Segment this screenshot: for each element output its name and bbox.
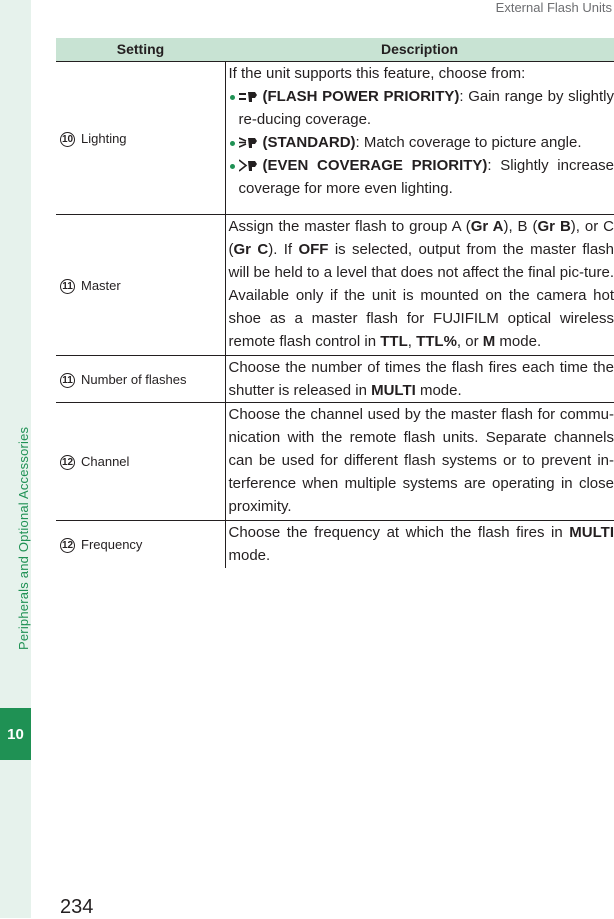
multi-label: MULTI bbox=[371, 382, 416, 399]
header-setting: Setting bbox=[56, 38, 225, 62]
chapter-sidebar bbox=[0, 0, 31, 918]
table-row bbox=[56, 356, 614, 403]
page-number: 234 bbox=[60, 896, 93, 919]
m-label: M bbox=[483, 333, 496, 350]
setting-cell bbox=[56, 215, 225, 356]
ttl-percent-label: TTL% bbox=[416, 333, 457, 350]
flash-standard-icon bbox=[239, 136, 259, 149]
setting-name: Channel bbox=[81, 454, 129, 469]
setting-cell bbox=[56, 521, 225, 568]
setting-name: Master bbox=[81, 278, 121, 293]
description-text: ), or C ( bbox=[229, 218, 614, 258]
group-c-label: Gr C bbox=[234, 241, 269, 258]
item-number-badge: 10 bbox=[60, 132, 75, 147]
description-cell bbox=[225, 62, 614, 215]
settings-table bbox=[56, 38, 614, 568]
flash-even-coverage-icon bbox=[239, 159, 259, 172]
item-number-badge: 12 bbox=[60, 455, 75, 470]
description-text: ). If bbox=[268, 241, 298, 258]
item-number-badge: 11 bbox=[60, 373, 75, 388]
setting-name: Frequency bbox=[81, 537, 142, 552]
description-cell bbox=[225, 215, 614, 356]
table-row bbox=[56, 215, 614, 356]
description-cell: Choose the channel used by the master flash for commu-nication with the remote flash units. Separate channels can be used for different flash systems or to prevent in-terference when multiple systems are operating in close proximity. bbox=[225, 403, 614, 521]
list-item bbox=[229, 131, 614, 154]
header-description: Description bbox=[225, 38, 614, 62]
description-text: , bbox=[408, 333, 416, 350]
list-item bbox=[229, 85, 614, 131]
multi-label: MULTI bbox=[569, 524, 614, 541]
group-b-label: Gr B bbox=[538, 218, 571, 235]
description-text: mode. bbox=[416, 382, 462, 399]
description-text: mode. bbox=[229, 547, 271, 564]
description-cell bbox=[225, 356, 614, 403]
option-text: : Slightly increase coverage for more even lighting. bbox=[239, 157, 614, 197]
table-row bbox=[56, 62, 614, 215]
setting-cell bbox=[56, 62, 225, 215]
flash-power-priority-icon bbox=[239, 90, 259, 103]
setting-name: Number of flashes bbox=[81, 372, 187, 387]
table-header-row bbox=[56, 38, 614, 62]
setting-cell bbox=[56, 356, 225, 403]
description-text: Assign the master flash to group A ( bbox=[229, 218, 471, 235]
description-text: Choose the number of times the flash fires each time the shutter is released in bbox=[229, 359, 614, 399]
description-cell bbox=[225, 521, 614, 568]
running-head: External Flash Units bbox=[496, 0, 612, 15]
chapter-title: Peripherals and Optional Accessories bbox=[16, 427, 31, 650]
group-a-label: Gr A bbox=[471, 218, 504, 235]
setting-name: Lighting bbox=[81, 131, 127, 146]
description-text: Choose the frequency at which the flash fires in bbox=[229, 524, 570, 541]
description-intro: If the unit supports this feature, choose from: bbox=[229, 62, 614, 85]
list-item bbox=[229, 154, 614, 200]
off-label: OFF bbox=[298, 241, 328, 258]
ttl-label: TTL bbox=[380, 333, 408, 350]
option-label: (EVEN COVERAGE PRIORITY) bbox=[263, 157, 488, 174]
description-text: mode. bbox=[495, 333, 541, 350]
item-number-badge: 11 bbox=[60, 279, 75, 294]
chapter-number-tab: 10 bbox=[0, 708, 31, 760]
description-text: is selected, output from the master flash will be held to a level that does not affect the final pic-ture. Available only if the unit is mounted on the camera hot shoe as a master flash for FUJIFILM optical wireless remote flash control in bbox=[229, 241, 614, 350]
table-row bbox=[56, 521, 614, 568]
item-number-badge: 12 bbox=[60, 538, 75, 553]
option-label: (STANDARD) bbox=[263, 134, 356, 151]
description-text: ), B ( bbox=[503, 218, 537, 235]
option-label: (FLASH POWER PRIORITY) bbox=[263, 88, 460, 105]
description-text: , or bbox=[457, 333, 483, 350]
setting-cell bbox=[56, 403, 225, 521]
option-text: : Match coverage to picture angle. bbox=[356, 134, 582, 151]
table-row bbox=[56, 403, 614, 521]
option-text: : Gain range by slightly re-ducing coverage. bbox=[239, 88, 614, 128]
